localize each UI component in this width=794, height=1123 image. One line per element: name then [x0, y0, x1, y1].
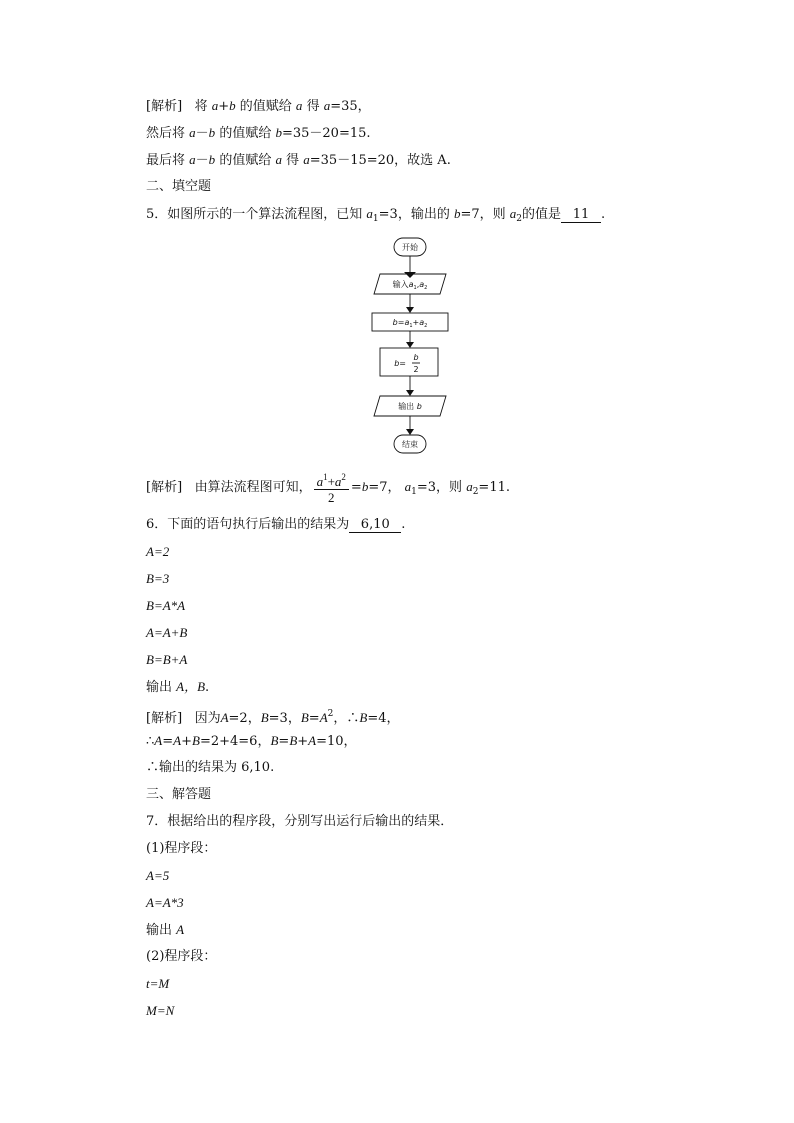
start-label: 开始	[402, 243, 418, 252]
end-label: 结束	[402, 440, 418, 449]
code-line: A=A*3	[146, 895, 184, 910]
solution-4-line-1: [解析] 将 a+b 的值赋给 a 得 a=35，	[146, 98, 371, 114]
section-heading-fill-in: 二、填空题	[146, 179, 212, 194]
answer-blank-6: 6,10	[349, 517, 401, 533]
code-line: B=3	[146, 571, 170, 586]
code-output-line: 输出 A	[146, 922, 185, 938]
solution-6-line-3: ∴输出的结果为 6,10.	[146, 760, 275, 775]
fraction-a1-plus-a2-over-2: $\frac{a^1+a^2}{2}$	[314, 470, 349, 505]
question-7: 7．根据给出的程序段，分别写出运行后输出的结果．	[146, 814, 454, 829]
question-5: 5．如图所示的一个算法流程图，已知 $a_1=3$，输出的 b=7，则 $a_2$的值是 11 .	[146, 206, 606, 224]
half-numerator: b	[413, 353, 419, 362]
code-line: A=5	[146, 868, 170, 883]
code-line: t=M	[146, 976, 170, 991]
algorithm-flowchart	[360, 232, 460, 457]
question-7-part-2: (2)程序段：	[146, 949, 217, 964]
code-line: M=N	[146, 1003, 175, 1018]
solution-5: [解析] 由算法流程图可知， $\frac{a^1+a^2}{2}$ =b=7， $a_1=3$，则 $a_2=11$.	[146, 472, 510, 505]
question-6: 6．下面的语句执行后输出的结果为 6,10 .	[146, 517, 406, 532]
code-line: B=B+A	[146, 652, 188, 667]
half-denominator: 2	[413, 365, 419, 374]
answer-blank-5: 11	[561, 207, 601, 223]
half-process-box	[380, 348, 438, 376]
input-label: 输入$a_1,a_2$	[392, 280, 428, 291]
section-heading-answer: 三、解答题	[146, 787, 212, 802]
code-line: A=A+B	[146, 625, 188, 640]
question-7-part-1: (1)程序段：	[146, 841, 217, 856]
output-label: 输出 b	[398, 402, 422, 411]
solution-4-line-3: 最后将 a－b 的值赋给 a 得 a=35－15=20，故选 A.	[146, 152, 451, 168]
sum-label: $b=a_1+a_2$	[392, 318, 428, 329]
code-output-line: 输出 A，B.	[146, 679, 210, 695]
solution-6-line-2: ∴A=A+B=2+4=6，B=B+A=10，	[146, 733, 357, 749]
half-lhs-label: b=	[394, 359, 406, 368]
solution-4-line-2: 然后将 a－b 的值赋给 b=35－20=15.	[146, 125, 371, 141]
solution-6-line-1: [解析] 因为A=2，B=3，$B=A^2$，∴B=4，	[146, 709, 400, 726]
code-line: A=2	[146, 544, 170, 559]
code-line: B=A*A	[146, 598, 186, 613]
